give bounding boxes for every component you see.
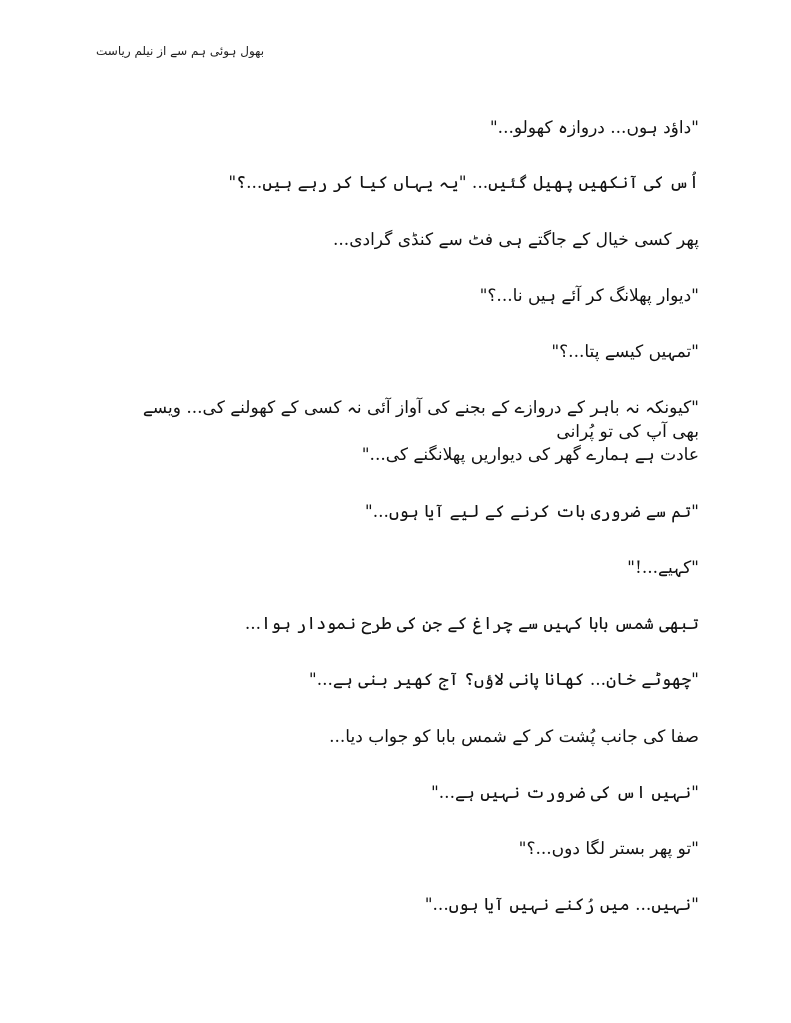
text-line-4: "دیوار پھلانگ کر آئے ہیں نا...؟" <box>479 286 699 306</box>
text-line-10: تبھی شمس بابا کہیں سے چراغ کے جن کی طرح نمودار ہوا... <box>244 614 699 634</box>
text-line-11: "چھوٹے خان... کھانا پانی لاؤں؟ آج کھیر بنی ہے..." <box>308 670 699 690</box>
text-line-7: عادت ہے ہمارے گھر کی دیواریں پھلانگنے کی..." <box>361 445 699 465</box>
page-header: بھول ہوئی ہم سے از نیلم ریاست <box>96 44 265 58</box>
text-line-9: "کہیے...!" <box>627 558 699 578</box>
text-line-12: صفا کی جانب پُشت کر کے شمس بابا کو جواب دیا... <box>329 727 699 747</box>
text-line-6: "کیونکہ نہ باہر کے دروازے کے بجنے کی آواز آئی نہ کسی کے کھولنے کی... ویسے بھی آپ کی تو پُرانی <box>142 398 699 442</box>
text-line-8: "تم سے ضروری بات کرنے کے لیے آیا ہوں..." <box>364 502 699 522</box>
text-line-3: پھر کسی خیال کے جاگتے ہی فٹ سے کنڈی گرادی... <box>333 230 699 250</box>
text-line-14: "تو پھر بستر لگا دوں...؟" <box>518 839 699 859</box>
text-line-13: "نہیں اس کی ضرورت نہیں ہے..." <box>430 783 699 803</box>
text-line-1: "داؤد ہوں... دروازہ کھولو..." <box>489 118 699 138</box>
text-line-5: "تمہیں کیسے پتا...؟" <box>551 342 699 362</box>
text-line-2: اُس کی آنکھیں پھیل گئیں... "یہ یہاں کیا کر رہے ہیں...؟" <box>228 173 699 193</box>
text-line-15: "نہیں... میں رُکنے نہیں آیا ہوں..." <box>424 895 699 915</box>
